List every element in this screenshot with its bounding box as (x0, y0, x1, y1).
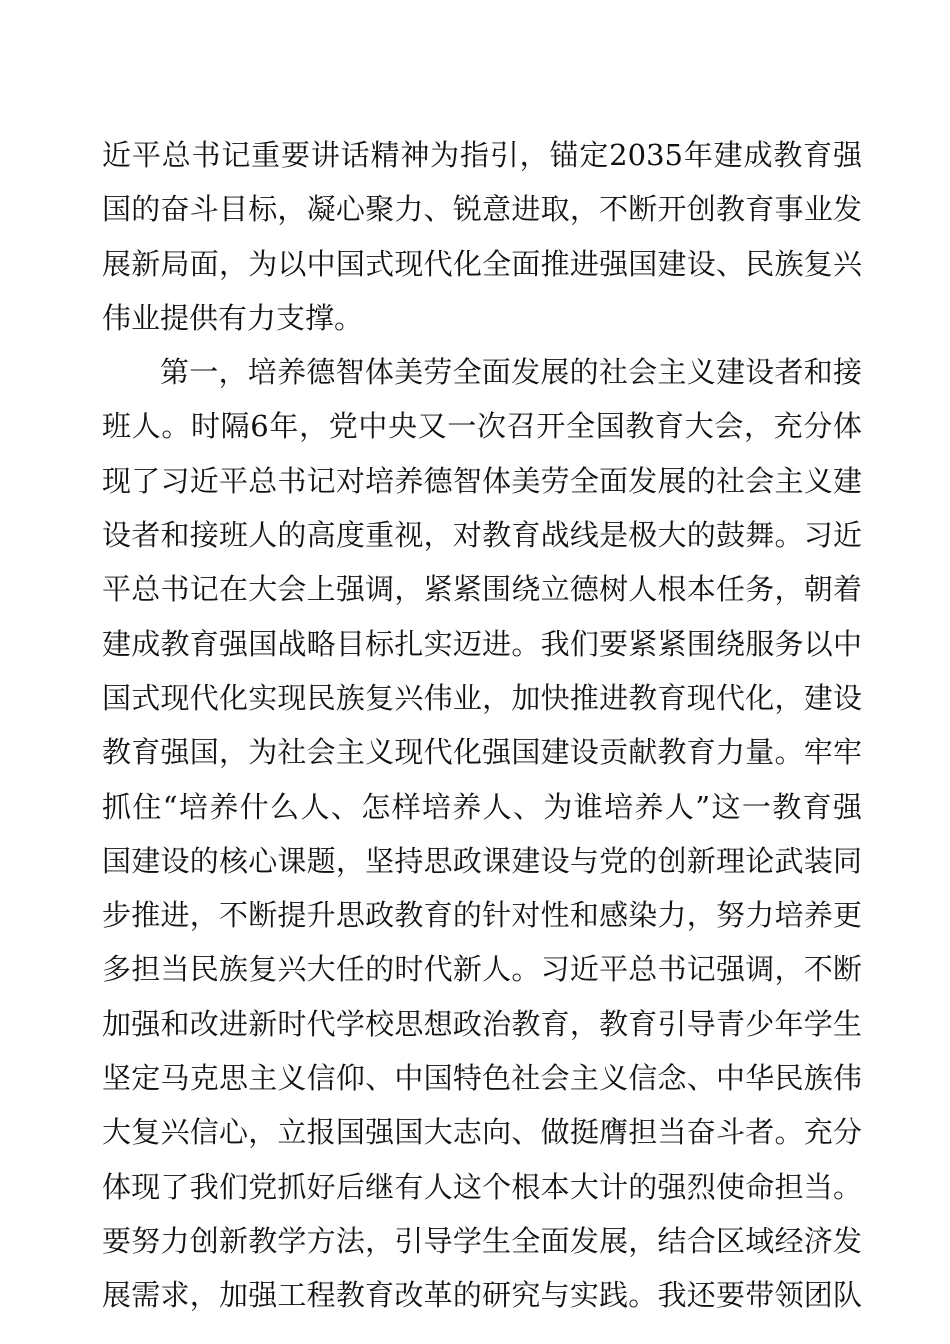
text-line: 要努力创新教学方法，引导学生全面发展，结合区域经济发 (102, 1223, 862, 1258)
text-line: 坚定马克思主义信仰、中国特色社会主义信念、中华民族伟 (102, 1061, 862, 1096)
text-line: 伟业提供有力支撑。 (102, 300, 364, 335)
text-line: 加强和改进新时代学校思想政治教育，教育引导青少年学生 (102, 1006, 862, 1041)
text-line: 展新局面，为以中国式现代化全面推进强国建设、民族复兴 (102, 246, 862, 281)
text-line: 国的奋斗目标，凝心聚力、锐意进取，不断开创教育事业发 (102, 192, 862, 227)
text-line: 建成教育强国战略目标扎实迈进。我们要紧紧围绕服务以中 (102, 626, 862, 661)
text-line: 大复兴信心，立报国强国大志向、做挺膺担当奋斗者。充分 (102, 1115, 862, 1150)
text-line: 班人。时隔6年，党中央又一次召开全国教育大会，充分体 (102, 409, 862, 444)
text-line: 近平总书记重要讲话精神为指引，锚定2035年建成教育强 (102, 138, 862, 172)
text-line: 体现了我们党抓好后继有人这个根本大计的强烈使命担当。 (102, 1169, 862, 1204)
text-line: 国式现代化实现民族复兴伟业，加快推进教育现代化，建设 (102, 680, 862, 715)
body-text (102, 128, 862, 1323)
text-line: 教育强国，为社会主义现代化强国建设贡献教育力量。牢牢 (102, 735, 862, 770)
paragraph-first-line: 第一，培养德智体美劳全面发展的社会主义建设者和接 (160, 355, 862, 390)
text-line: 国建设的核心课题，坚持思政课建设与党的创新理论武装同 (102, 843, 862, 878)
text-line: 步推进，不断提升思政教育的针对性和感染力，努力培养更 (102, 898, 862, 933)
text-line: 设者和接班人的高度重视，对教育战线是极大的鼓舞。习近 (102, 518, 862, 553)
text-line: 平总书记在大会上强调，紧紧围绕立德树人根本任务，朝着 (102, 572, 862, 607)
text-line: 抓住“培养什么人、怎样培养人、为谁培养人”这一教育强 (102, 789, 862, 824)
text-line: 多担当民族复兴大任的时代新人。习近平总书记强调，不断 (102, 952, 862, 987)
text-line: 展需求，加强工程教育改革的研究与实践。我还要带领团队 (102, 1278, 862, 1313)
text-line: 现了习近平总书记对培养德智体美劳全面发展的社会主义建 (102, 463, 862, 498)
